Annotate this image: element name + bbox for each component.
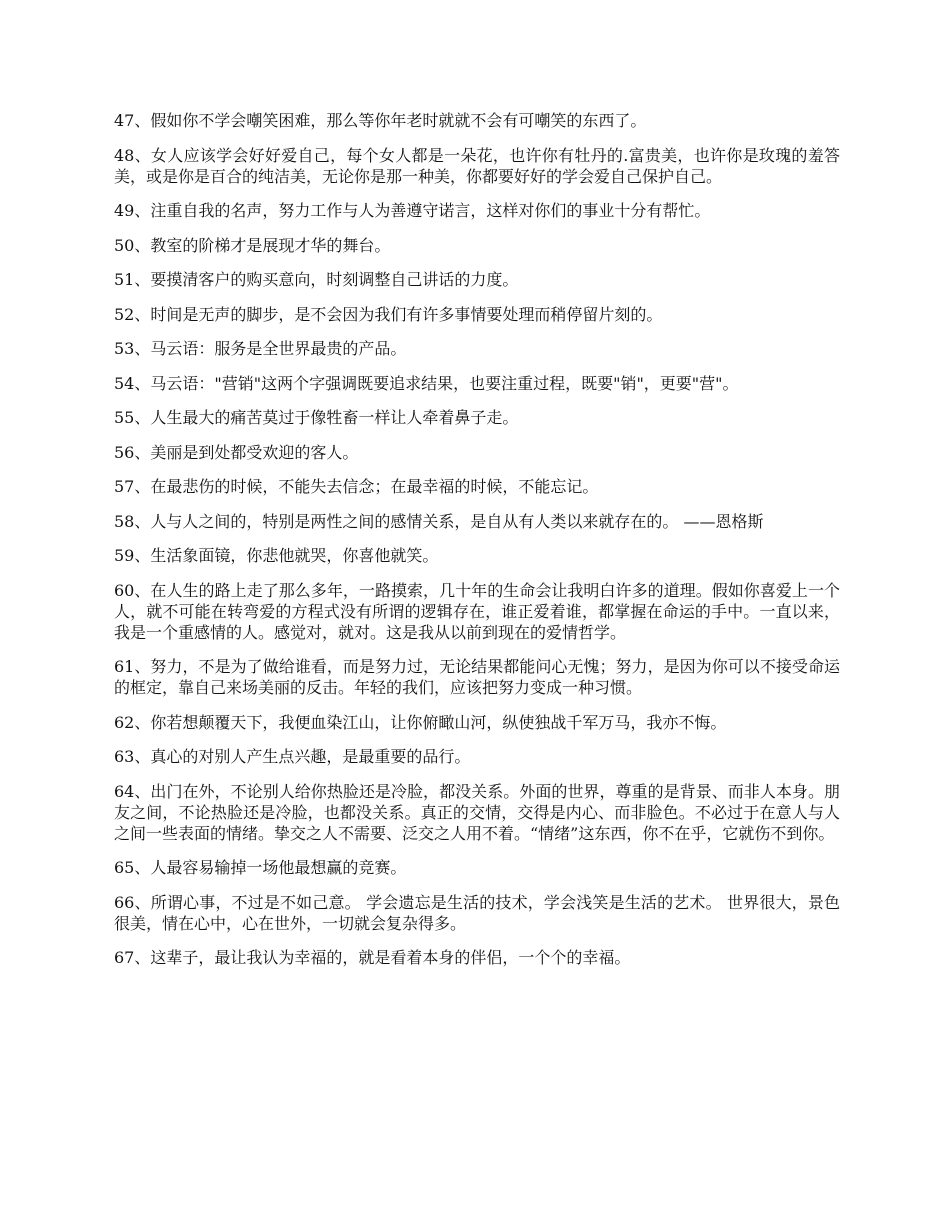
quote-paragraph: 48、女人应该学会好好爱自己，每个女人都是一朵花，也许你有牡丹的.富贵美，也许你是玫瑰的羞答美，或是你是百合的纯洁美，无论你是那一种美，你都要好好的学会爱自己保护自己。 (114, 145, 840, 186)
quote-paragraph: 52、时间是无声的脚步，是不会因为我们有许多事情要处理而稍停留片刻的。 (114, 304, 663, 324)
quote-paragraph: 53、马云语：服务是全世界最贵的产品。 (114, 339, 407, 358)
quote-paragraph: 63、真心的对别人产生点兴趣，是最重要的品行。 (114, 747, 471, 766)
quote-paragraph: 61、努力，不是为了做给谁看，而是努力过，无论结果都能问心无愧；努力，是因为你可以不接受命运的框定，靠自己来场美丽的反击。年轻的我们，应该把努力变成一种习惯。 (114, 657, 840, 697)
document-body (114, 110, 840, 982)
quote-paragraph: 51、要摸清客户的购买意向，时刻调整自己讲话的力度。 (114, 270, 519, 289)
quote-paragraph: 57、在最悲伤的时候，不能失去信念；在最幸福的时候，不能忘记。 (114, 477, 599, 496)
quote-paragraph: 58、人与人之间的，特别是两性之间的感情关系，是自从有人类以来就存在的。 ——恩格斯 (114, 511, 764, 531)
quote-paragraph: 67、这辈子，最让我认为幸福的，就是看着本身的伴侣，一个个的幸福。 (114, 948, 631, 967)
quote-paragraph: 62、你若想颠覆天下，我便血染江山，让你俯瞰山河，纵使独战千军万马，我亦不悔。 (114, 712, 727, 732)
quote-paragraph: 54、马云语："营销"这两个字强调既要追求结果，也要注重过程，既要"销"，更要"营"。 (114, 373, 739, 393)
quote-paragraph: 60、在人生的路上走了那么多年，一路摸索，几十年的生命会让我明白许多的道理。假如你喜爱上一个人，就不可能在转弯爱的方程式没有所谓的逻辑存在，谁正爱着谁，都掌握在命运的手中。一直以来，我是一个重感情的人。感觉对，就对。这是我从以前到现在的爱情哲学。 (114, 580, 840, 642)
quote-paragraph: 66、所谓心事，不过是不如己意。 学会遗忘是生活的技术，学会浅笑是生活的艺术。 世界很大，景色很美，情在心中，心在世外，一切就会复杂得多。 (114, 892, 840, 933)
quote-paragraph: 59、生活象面镜，你悲他就哭，你喜他就笑。 (114, 546, 439, 565)
quote-paragraph: 49、注重自我的名声，努力工作与人为善遵守诺言，这样对你们的事业十分有帮忙。 (114, 201, 711, 220)
quote-paragraph: 64、出门在外，不论别人给你热脸还是冷脸，都没关系。外面的世界，尊重的是背景、而非人本身。朋友之间，不论热脸还是冷脸，也都没关系。真正的交情，交得是内心、而非脸色。不必过于在意人与人之间一些表面的情绪。挚交之人不需要、泛交之人用不着。“情绪”这东西，你不在乎，它就伤不到你。 (114, 781, 840, 843)
quote-paragraph: 50、教室的阶梯才是展现才华的舞台。 (114, 235, 391, 255)
quote-paragraph: 55、人生最大的痛苦莫过于像牲畜一样让人牵着鼻子走。 (114, 408, 519, 427)
quote-paragraph: 65、人最容易输掉一场他最想赢的竞赛。 (114, 858, 407, 877)
quote-paragraph: 47、假如你不学会嘲笑困难，那么等你年老时就就不会有可嘲笑的东西了。 (114, 111, 647, 130)
quote-paragraph: 56、美丽是到处都受欢迎的客人。 (114, 442, 359, 462)
